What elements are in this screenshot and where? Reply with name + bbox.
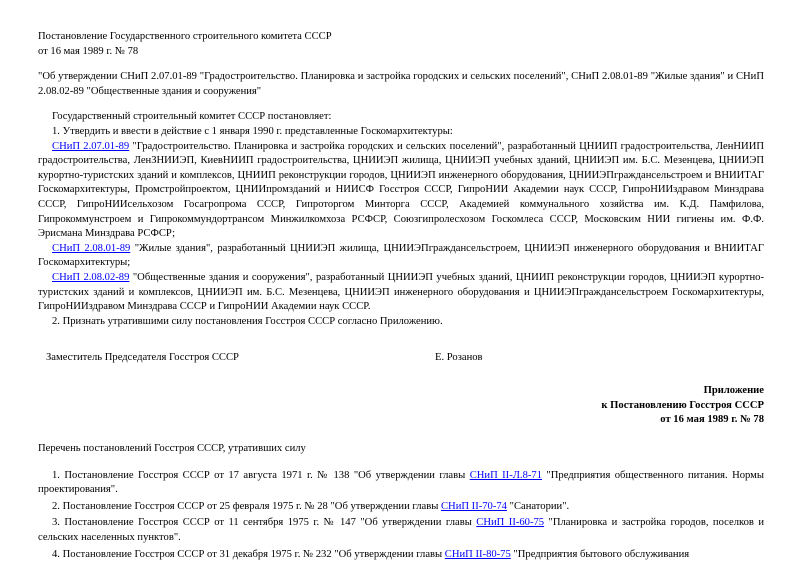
list-item: 4. Постановление Госстроя СССР от 31 декабря 1975 г. № 232 "Об утверждении главы СНиП II-80-75 "Предприятия бытового обслуживания: [52, 548, 690, 560]
snip-2-08-01-89-link[interactable]: СНиП 2.08.01-89: [52, 242, 131, 254]
snip-ii-l8-71-link[interactable]: СНиП II-Л.8-71: [469, 469, 542, 481]
header-issuer: Постановление Государственного строительного комитета СССР: [38, 31, 332, 42]
snip-ii-70-74-link[interactable]: СНиП II-70-74: [440, 500, 507, 512]
signatory-name: Е. Розанов: [435, 352, 483, 364]
list-item: 3. Постановление Госстроя СССР от 11 сентября 1975 г. № 147 "Об утверждении главы СНиП II-60-75 "Планировка и застройка городов, поселков и сельских населенных пунктов".: [38, 517, 765, 544]
appendix-date: от 16 мая 1989 г. № 78: [660, 414, 764, 426]
appendix-header: [38, 384, 764, 428]
header-date: от 16 мая 1989 г. № 78: [38, 45, 139, 57]
signatory-position: Заместитель Председателя Госстроя СССР: [46, 352, 239, 364]
list-item: 2. Постановление Госстроя СССР от 25 февраля 1975 г. № 28 "Об утверждении главы СНиП II-70-74 "Санатории".: [52, 500, 570, 512]
repealed-list: [38, 442, 764, 562]
document-body: [38, 110, 764, 329]
list-item: 1. Постановление Госстроя СССР от 17 августа 1971 г. № 138 "Об утверждении главы СНиП II-Л.8-71 "Предприятия общественного питания. Нормы проектирования".: [38, 469, 764, 496]
subject-text: "Об утверждении СНиП 2.07.01-89 "Градостроительство. Планировка и застройка городских и сельских поселений", СНиП 2.08.01-89 "Жилые здания" и СНиП 2.08.02-89 "Общественные здания и сооружения": [38, 71, 764, 97]
snip-ii-60-75-link[interactable]: СНиП II-60-75: [476, 517, 545, 529]
doc1-description: "Градостроительство. Планировка и застройка городских и сельских поселений", разработанный ЦНИИП градостроительства, ЛенНИИП градостроительства, ЛенЗНИИЭП, КиевНИИП градостроительства, ЦНИИЭП жилища, ЦНИИЭП учебных зданий, ЦНИИЭП им. Б.С. Мезенцева, ЦНИИЭП курортно-туристских зданий и комплексов, ЦНИИП реконструкции городов, ЦНИИЭП инженерного оборудования, ЦНИИЭПграждансельстроем и ВНИИТАГ Госкомархитектуры, Промстройпроектом, ЦНИИпромзданий и НИИСФ Госстроя СССР, ГипроНИИ Академии наук СССР, ГипроНИИздравом Минздрава СССР, ГипроНИИсельхозом Госагропрома СССР, Гипроторгом Минторга СССР, Академией коммунального хозяйства им. К.Д. Памфилова, Гипрокоммунстроем и Гипрокоммундортрансом Минжилкомхоза РСФСР, Союзгипролесхозом Госкомлеса СССР, Московским НИИ гигиены им. Ф.Ф. Эрисмана Минздрава РСФСР;: [38, 140, 765, 240]
document-page: [38, 30, 764, 564]
list-heading: Перечень постановлений Госстроя СССР, утративших силу: [38, 443, 306, 455]
snip-ii-80-75-link[interactable]: СНиП II-80-75: [444, 548, 511, 560]
body-item-1: 1. Утвердить и ввести в действие с 1 января 1990 г. представленные Госкомархитектуры:: [52, 125, 453, 137]
snip-2-08-02-89-link[interactable]: СНиП 2.08.02-89: [52, 271, 130, 283]
document-subject: [38, 70, 764, 99]
body-intro: Государственный строительный комитет СССР постановляет:: [52, 111, 332, 123]
doc-paragraph-1: [38, 140, 764, 242]
snip-2-07-01-89-link[interactable]: СНиП 2.07.01-89: [52, 140, 130, 152]
doc-paragraph-3: [38, 271, 764, 315]
doc2-description: "Жилые здания", разработанный ЦНИИЭП жилища, ЦНИИЭПграждансельстроем, ЦНИИЭП инженерного оборудования и ВНИИТАГ Госкомархитектуры;: [38, 242, 765, 269]
doc-paragraph-2: [38, 242, 764, 271]
signature-block: [38, 351, 764, 366]
doc3-description: "Общественные здания и сооружения", разработанный ЦНИИЭП учебных зданий, ЦНИИП реконструкции городов, ЦНИИЭП курортно-туристских зданий и комплексов, ЦНИИЭП им. Б.С. Мезенцева, ЦНИИЭП инженерного оборудования и ЦНИИЭПграждансельстроем Госкомархитектуры, ГипроНИИздравом Минздрава СССР и ГипроНИИ Академии наук СССР.: [38, 271, 765, 313]
body-item-2: 2. Признать утратившими силу постановления Госстроя СССР согласно Приложению.: [52, 315, 443, 327]
appendix-reference: к Постановлению Госстроя СССР: [601, 399, 764, 411]
appendix-title: Приложение: [703, 385, 764, 397]
document-header: [38, 30, 764, 59]
